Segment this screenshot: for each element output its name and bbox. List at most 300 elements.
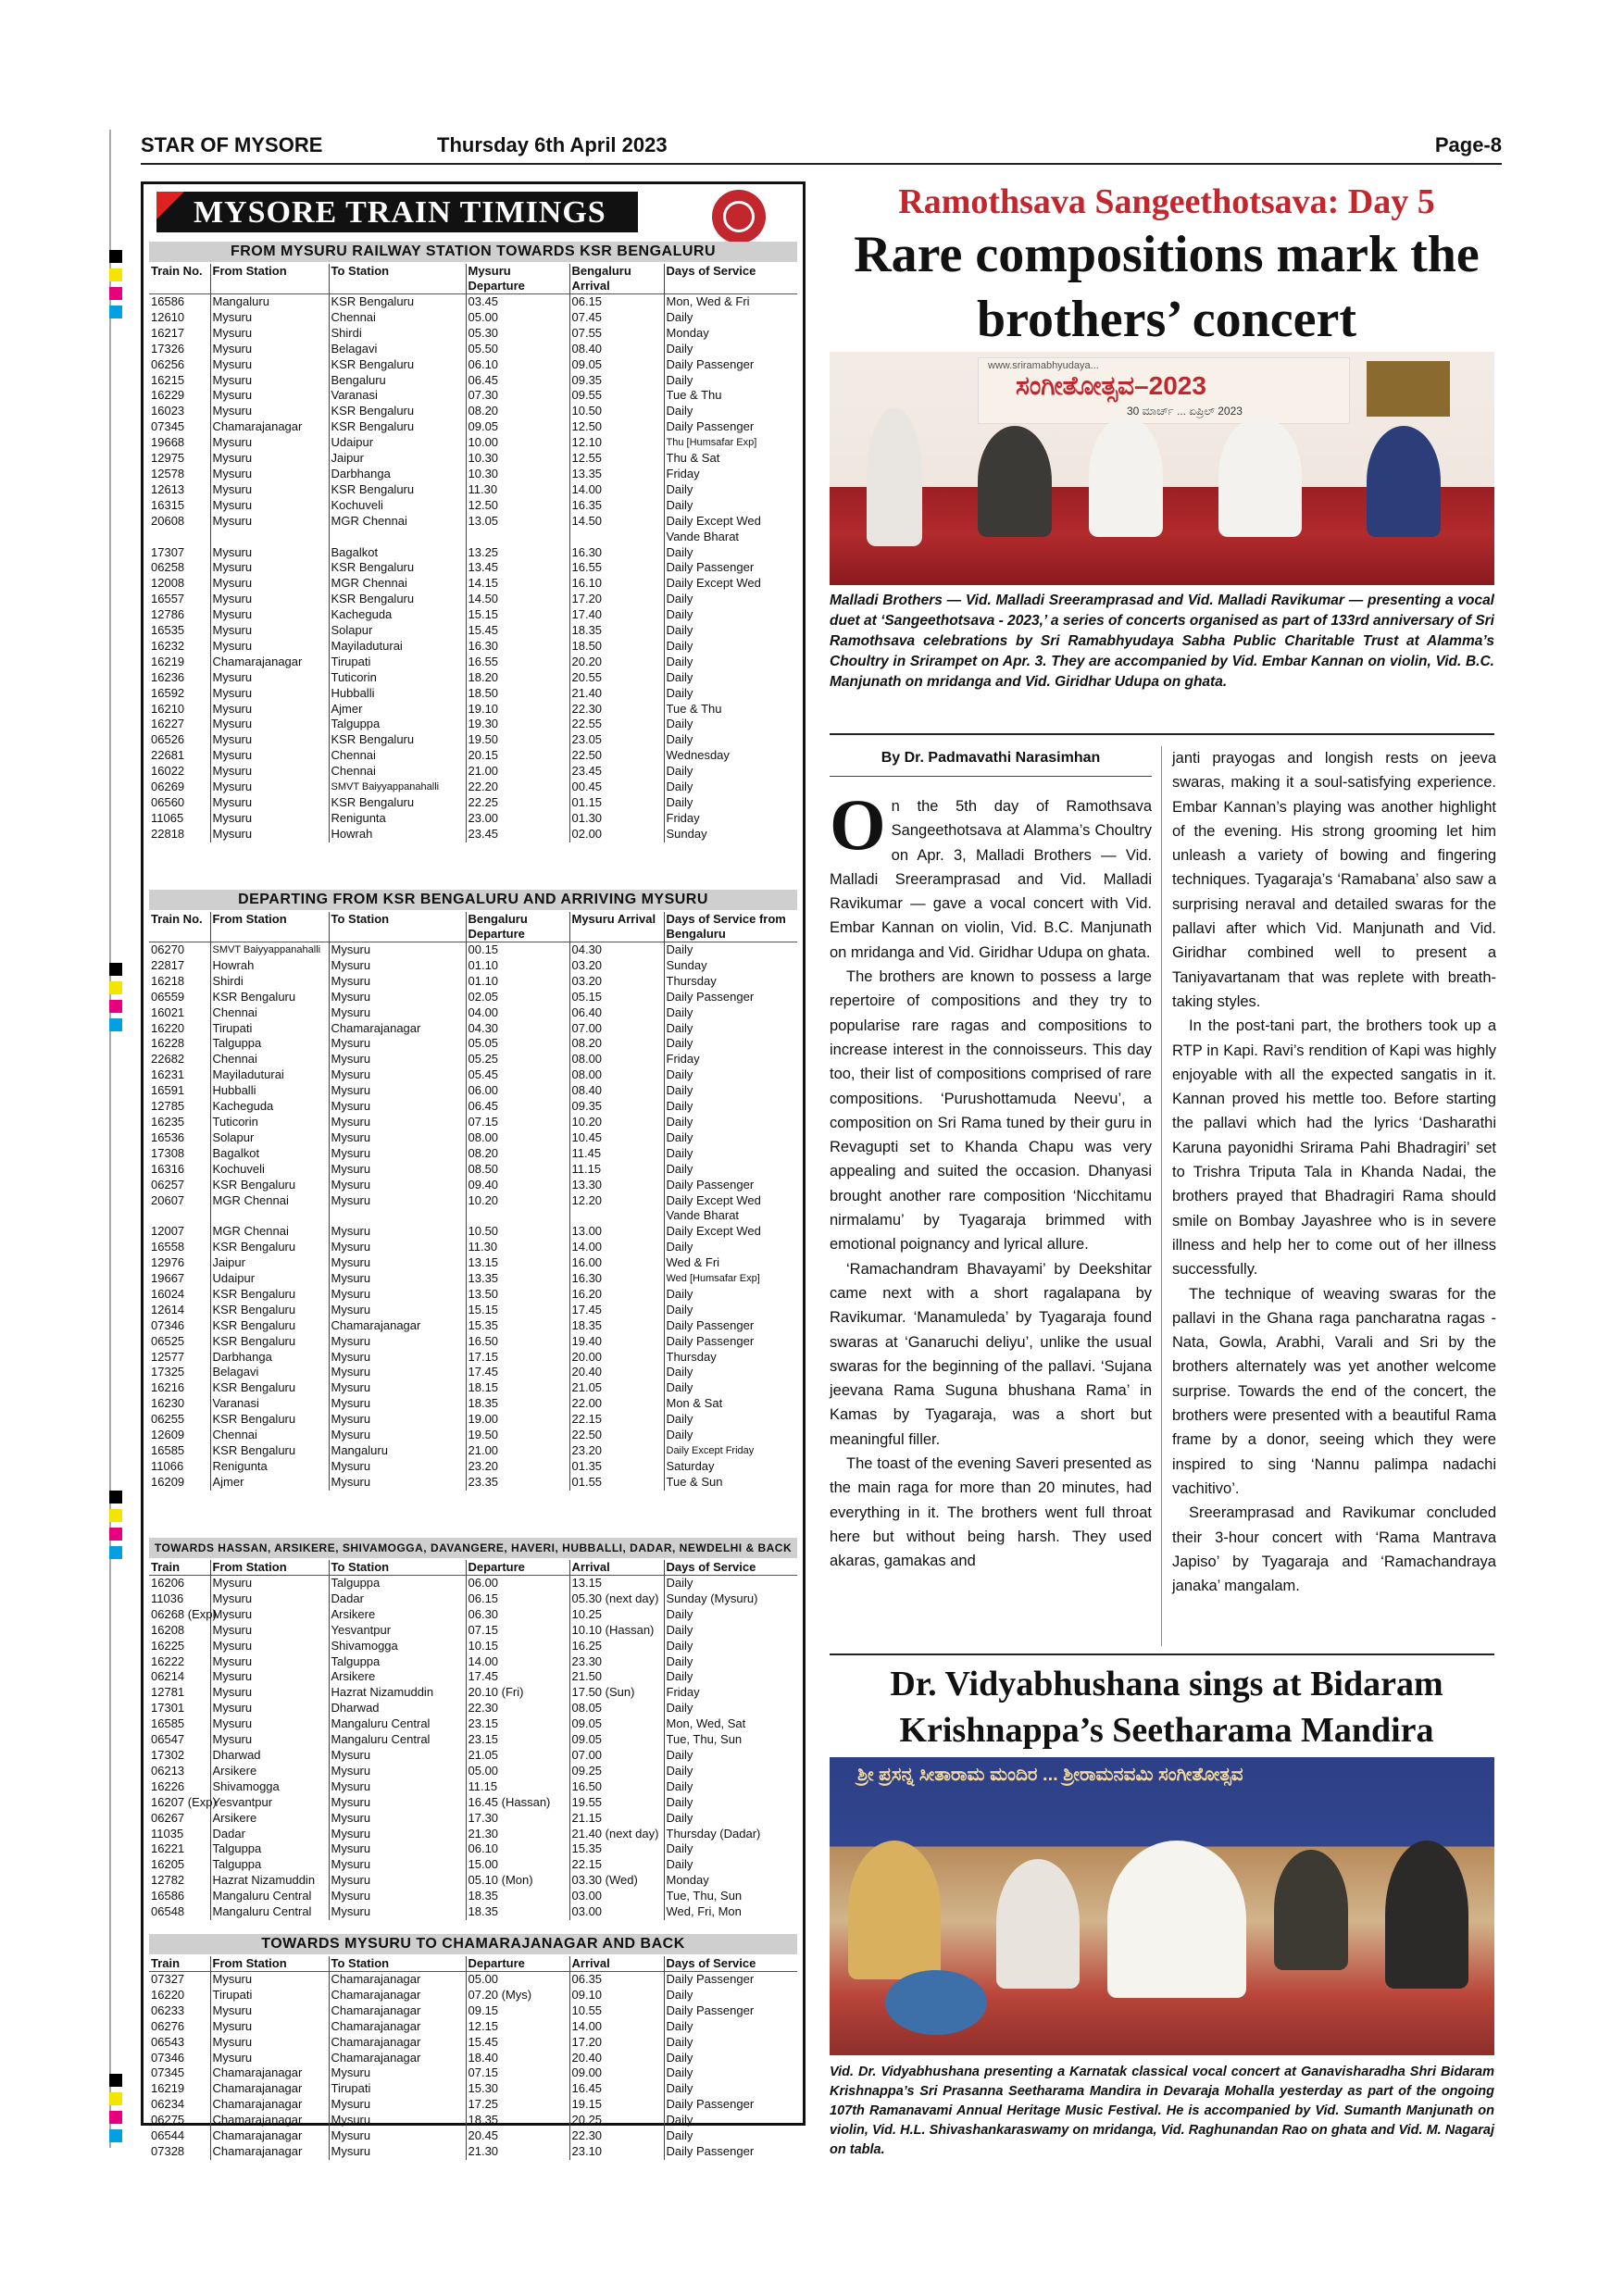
table-cell: 04.30 — [466, 1021, 569, 1037]
table-cell: 05.15 — [569, 990, 664, 1005]
table-cell: 10.00 — [466, 435, 569, 451]
table-cell: 07.20 (Mys) — [466, 1988, 569, 2003]
table-cell: 00.45 — [569, 780, 664, 795]
table-cell: Mysuru — [329, 1428, 466, 1443]
column-header: Departure — [466, 1956, 569, 1972]
table-cell: 17.45 — [569, 1303, 664, 1318]
figure-person — [867, 407, 922, 546]
table-cell: Daily — [664, 795, 797, 811]
table-cell: KSR Bengaluru — [329, 404, 466, 419]
table-cell: Belagavi — [329, 342, 466, 357]
table-cell: 06560 — [151, 795, 185, 809]
table-row — [149, 2081, 797, 2097]
table-cell: Tue & Sun — [664, 1475, 797, 1491]
table-cell: Mysuru — [329, 1873, 466, 1889]
table-cell: 10.15 — [466, 1639, 569, 1654]
table-cell: 17.20 — [569, 2035, 664, 2051]
table-cell: Daily — [664, 1115, 797, 1130]
table-cell: Howrah — [329, 827, 466, 842]
table-cell: 08.40 — [569, 342, 664, 357]
table-cell: 06213 — [151, 1763, 185, 1778]
column-header: Days of Service — [664, 1560, 797, 1576]
table-row — [149, 1873, 797, 1889]
table-cell: 05.30 — [466, 326, 569, 342]
table-row — [149, 1443, 797, 1459]
table-cell: Mysuru — [329, 2065, 466, 2081]
table-cell: 01.55 — [569, 1475, 664, 1491]
table-cell — [466, 1208, 569, 1224]
table-cell: Mysuru — [329, 1130, 466, 1146]
table-cell: Daily — [664, 686, 797, 702]
table-cell: Mysuru — [210, 373, 329, 389]
table-cell: 16231 — [151, 1067, 185, 1082]
table-cell: 06.10 — [466, 1841, 569, 1857]
table-cell: 16217 — [151, 325, 185, 340]
table-row — [149, 1475, 797, 1491]
table-row — [149, 607, 797, 623]
table-cell: 16585 — [151, 1716, 185, 1731]
stage-banner: ಶ್ರೀ ಪ್ರಸನ್ನ ಸೀತಾರಾಮ ಮಂದಿರ ... ಶ್ರೀರಾಮನವಮಿ ಸಂಗೀತೋತ್ಸವ — [857, 1765, 1243, 1785]
table-cell: Mysuru — [329, 1764, 466, 1779]
table-cell: KSR Bengaluru — [210, 1178, 329, 1193]
registration-mark — [109, 268, 122, 281]
table-cell: Daily Except Wed — [664, 1193, 797, 1209]
table-cell: 18.50 — [466, 686, 569, 702]
table-cell: 06559 — [151, 989, 185, 1004]
table-cell: Tue, Thu, Sun — [664, 1732, 797, 1748]
table-cell: 08.00 — [466, 1130, 569, 1146]
table-cell: Hazrat Nizamuddin — [329, 1685, 466, 1701]
table-cell — [149, 1208, 210, 1224]
table-row — [149, 717, 797, 732]
table-cell: Mysuru — [210, 326, 329, 342]
table-cell: Mon, Wed, Sat — [664, 1716, 797, 1732]
table-row — [149, 1036, 797, 1052]
table-cell: Mysuru — [329, 1255, 466, 1271]
table-cell: Daily — [664, 1857, 797, 1873]
table-row — [149, 958, 797, 974]
table-cell: 11.45 — [569, 1146, 664, 1162]
table-cell: Wed & Fri — [664, 1255, 797, 1271]
table-cell: 23.10 — [569, 2144, 664, 2160]
table-cell: 06.30 — [466, 1607, 569, 1623]
table-cell: Mysuru — [210, 1716, 329, 1732]
table-cell: Daily — [664, 342, 797, 357]
framed-picture — [1367, 361, 1450, 417]
table-cell: Mysuru — [210, 545, 329, 561]
table-cell: Ajmer — [329, 702, 466, 718]
table-cell: 16207 (Exp) — [151, 1794, 217, 1809]
table-cell: Mysuru — [329, 1067, 466, 1083]
table-cell: 03.00 — [569, 1889, 664, 1904]
table-cell: 06.00 — [466, 1576, 569, 1591]
table-row — [149, 1115, 797, 1130]
table-cell: 12782 — [151, 1873, 185, 1888]
table-row — [149, 560, 797, 576]
table-cell: Daily Except Wed — [664, 1224, 797, 1240]
table-cell: Mysuru — [210, 2019, 329, 2035]
table-row — [149, 827, 797, 842]
table-cell: 11036 — [151, 1591, 184, 1605]
table-cell: 16205 — [151, 1857, 185, 1872]
table-cell: 21.05 — [466, 1748, 569, 1764]
table-cell: Chennai — [210, 1428, 329, 1443]
table-cell: 18.35 — [466, 1889, 569, 1904]
table-cell: Mysuru — [210, 1972, 329, 1988]
table-cell: Daily — [664, 310, 797, 326]
table-cell: 05.50 — [466, 342, 569, 357]
timings-title: MYSORE TRAIN TIMINGS — [194, 195, 606, 230]
table-cell: 22681 — [151, 748, 185, 763]
table-cell: 21.40 — [569, 686, 664, 702]
table-cell: Chennai — [329, 748, 466, 764]
table-cell: Darbhanga — [329, 467, 466, 482]
table-cell: Mysuru — [210, 732, 329, 748]
table-cell: Daily — [664, 1005, 797, 1021]
table-cell: 07.15 — [466, 1115, 569, 1130]
registration-mark — [109, 963, 122, 976]
table-cell: 23.15 — [466, 1716, 569, 1732]
table-cell: Daily — [664, 1365, 797, 1380]
table-row — [149, 1591, 797, 1607]
table-cell: Daily — [664, 1083, 797, 1099]
table-cell: 19.50 — [466, 1428, 569, 1443]
table-cell: 06269 — [151, 780, 185, 794]
table-cell: Daily — [664, 1779, 797, 1795]
table-cell: 16215 — [151, 372, 185, 387]
table-cell: Mysuru — [329, 1303, 466, 1318]
figure-person — [1107, 1841, 1246, 1998]
column-header: Days of Service from Bengaluru — [664, 912, 797, 942]
article-column-1 — [830, 784, 1152, 1574]
table-row — [149, 1576, 797, 1591]
divider — [830, 776, 1152, 777]
train-table-hassan — [149, 1560, 797, 1920]
table-cell: Daily — [664, 1036, 797, 1052]
table-row — [149, 1380, 797, 1396]
table-cell: Daily — [664, 1607, 797, 1623]
table-cell: 13.45 — [466, 560, 569, 576]
table-cell: 12.10 — [569, 435, 664, 451]
table-cell: 07.00 — [569, 1021, 664, 1037]
table-cell: 04.30 — [569, 942, 664, 958]
table-cell: 04.00 — [466, 1005, 569, 1021]
table-cell: 16229 — [151, 388, 185, 403]
table-cell: MGR Chennai — [210, 1224, 329, 1240]
table-cell: 22.50 — [569, 748, 664, 764]
table-cell: 12610 — [151, 309, 185, 324]
table-cell: Mysuru — [329, 1271, 466, 1287]
table-cell: 20.25 — [569, 2113, 664, 2128]
table-cell: Daily — [664, 942, 797, 958]
table-cell: 18.15 — [466, 1380, 569, 1396]
mridanga-drum — [885, 1970, 987, 2035]
table-cell: Daily Passenger — [664, 990, 797, 1005]
table-cell: KSR Bengaluru — [329, 560, 466, 576]
table-cell: 16558 — [151, 1240, 185, 1254]
table-cell: Vande Bharat — [664, 530, 797, 545]
table-cell: 08.00 — [569, 1052, 664, 1067]
table-cell: Friday — [664, 1685, 797, 1701]
table-cell: 12.50 — [466, 498, 569, 514]
article-column-2 — [1172, 746, 1496, 1598]
table-cell: 16218 — [151, 973, 185, 988]
table-cell: 13.30 — [569, 1178, 664, 1193]
article-kicker: Ramothsava Sangeethotsava: Day 5 — [898, 182, 1435, 221]
table-cell: 16022 — [151, 764, 185, 779]
table-cell: 16.30 — [569, 545, 664, 561]
table-cell: 05.25 — [466, 1052, 569, 1067]
table-cell: 06233 — [151, 2003, 185, 2017]
table-cell: 07345 — [151, 419, 185, 434]
table-row — [149, 1779, 797, 1795]
table-cell: 08.50 — [466, 1162, 569, 1178]
table-cell: 09.00 — [569, 2065, 664, 2081]
table-cell: Daily — [664, 2128, 797, 2144]
table-row — [149, 1748, 797, 1764]
table-cell: 14.00 — [569, 2019, 664, 2035]
table-cell: 01.10 — [466, 974, 569, 990]
table-cell: Belagavi — [210, 1365, 329, 1380]
table-cell: Mysuru — [329, 1224, 466, 1240]
table-cell: 20.10 (Fri) — [466, 1685, 569, 1701]
table-cell: Mysuru — [210, 482, 329, 498]
table-cell: Mangaluru — [210, 294, 329, 310]
table-cell: Mysuru — [329, 974, 466, 990]
table-cell: Daily — [664, 1795, 797, 1811]
table-row — [149, 592, 797, 607]
table-cell: 16.45 (Hassan) — [466, 1795, 569, 1811]
table-cell: Arsikere — [210, 1764, 329, 1779]
table-cell: 11.30 — [466, 482, 569, 498]
figure-person — [1218, 417, 1302, 537]
figure-person — [1367, 426, 1441, 537]
table-cell: Daily — [664, 1428, 797, 1443]
table-row — [149, 1988, 797, 2003]
table-row — [149, 388, 797, 404]
column-header: Train No. — [151, 264, 203, 278]
table-cell: 20.40 — [569, 1365, 664, 1380]
table-cell: 14.50 — [466, 592, 569, 607]
table-cell: Chamarajanagar — [210, 2144, 329, 2160]
table-row — [149, 795, 797, 811]
table-cell: 13.35 — [466, 1271, 569, 1287]
table-cell: 06.35 — [569, 1972, 664, 1988]
table-cell: 20.55 — [569, 670, 664, 686]
table-cell: Mangaluru Central — [329, 1716, 466, 1732]
table-cell: Chennai — [329, 764, 466, 780]
paragraph: In the post-tani part, the brothers took up a RTP in Kapi. Ravi’s rendition of Kapi was highly enjoyable with all the expected sangatis in it. Kannan proved his mettle too. Before starting the pallavi which had the lyrics ‘Dasharathi Karuna payonidhi Srirama Pahi Bhadragiri’ set to Trishra Triputa Tala in Khanda Nadai, the brothers prayed that Bhadragiri Rama should smile on Bombay Jayashree who is in severe illness and help her to come out of her illness successfully. — [1172, 1017, 1496, 1279]
table-cell: 14.50 — [569, 514, 664, 530]
table-cell: Chamarajanagar — [329, 2019, 466, 2035]
table-cell: Mysuru — [210, 764, 329, 780]
table-cell: Mysuru — [329, 1857, 466, 1873]
registration-mark — [109, 1509, 122, 1522]
table-row — [149, 1287, 797, 1303]
table-cell: 19.40 — [569, 1334, 664, 1350]
table-cell: 06.10 — [466, 357, 569, 373]
table-cell: 17301 — [151, 1701, 185, 1716]
table-row — [149, 732, 797, 748]
table-cell: 12007 — [151, 1224, 185, 1239]
table-cell: 16.55 — [466, 655, 569, 670]
table-cell: 05.00 — [466, 310, 569, 326]
table-cell: KSR Bengaluru — [210, 1318, 329, 1334]
table-cell: Mysuru — [210, 1701, 329, 1716]
table-row — [149, 1396, 797, 1412]
table-cell: Daily — [664, 498, 797, 514]
table-row — [149, 1623, 797, 1639]
table-cell: Shirdi — [329, 326, 466, 342]
table-cell: Chamarajanagar — [329, 2003, 466, 2019]
table-cell: 15.45 — [466, 2035, 569, 2051]
table-cell: Mysuru — [210, 717, 329, 732]
table-cell: Wednesday — [664, 748, 797, 764]
table-cell: Friday — [664, 811, 797, 827]
table-cell: 17326 — [151, 341, 185, 356]
table-cell: Dharwad — [210, 1748, 329, 1764]
table-cell: 21.00 — [466, 1443, 569, 1459]
table-cell: 09.55 — [569, 388, 664, 404]
table-cell: Yesvantpur — [329, 1623, 466, 1639]
table-cell: Daily — [664, 1287, 797, 1303]
table-cell: 10.20 — [466, 1193, 569, 1209]
table-cell: Daily — [664, 1639, 797, 1654]
table-cell: Mysuru — [329, 1412, 466, 1428]
registration-mark — [109, 1528, 122, 1541]
table-cell: Jaipur — [329, 451, 466, 467]
column-header: Bengaluru Departure — [466, 912, 569, 942]
table-cell: Mysuru — [329, 1005, 466, 1021]
table-cell: Daily — [664, 1988, 797, 2003]
table-cell: 06275 — [151, 2113, 185, 2128]
table-cell: Mysuru — [210, 1576, 329, 1591]
table-cell: 22.50 — [569, 1428, 664, 1443]
table-cell: 16023 — [151, 404, 185, 418]
table-cell: Hubballi — [210, 1083, 329, 1099]
table-cell: KSR Bengaluru — [210, 1240, 329, 1255]
table-cell: 23.00 — [466, 811, 569, 827]
column-header: Train — [151, 1956, 181, 1970]
table-cell: 09.15 — [466, 2003, 569, 2019]
section-title: TOWARDS MYSURU TO CHAMARAJANAGAR AND BACK — [149, 1934, 797, 1954]
registration-mark — [109, 981, 122, 994]
table-cell: 06525 — [151, 1333, 185, 1348]
table-cell: Darbhanga — [210, 1350, 329, 1366]
table-cell: Chamarajanagar — [210, 2113, 329, 2128]
registration-mark — [109, 1546, 122, 1559]
table-cell: Howrah — [210, 958, 329, 974]
table-cell: 09.05 — [466, 419, 569, 435]
table-cell: Mysuru — [329, 1350, 466, 1366]
table-cell: 16592 — [151, 685, 185, 700]
table-row — [149, 1857, 797, 1873]
table-cell: 16536 — [151, 1129, 185, 1144]
table-cell: Tuticorin — [329, 670, 466, 686]
table-cell: 12.20 — [569, 1193, 664, 1209]
table-row — [149, 2019, 797, 2035]
table-cell: 15.45 — [466, 623, 569, 639]
railway-logo-icon — [712, 190, 766, 243]
table-cell: Daily — [664, 1303, 797, 1318]
table-cell: 11066 — [151, 1458, 184, 1473]
table-cell: Mysuru — [210, 514, 329, 530]
table-cell: 06.00 — [466, 1083, 569, 1099]
section-title: FROM MYSURU RAILWAY STATION TOWARDS KSR BENGALURU — [149, 242, 797, 262]
table-cell: Udaipur — [329, 435, 466, 451]
table-cell: Tirupati — [210, 1021, 329, 1037]
table-row — [149, 2144, 797, 2160]
table-cell: Mysuru — [210, 404, 329, 419]
table-cell: 16.35 — [569, 498, 664, 514]
table-row — [149, 514, 797, 530]
table-cell: 06267 — [151, 1810, 185, 1825]
table-cell: Mangaluru — [329, 1443, 466, 1459]
table-row — [149, 1255, 797, 1271]
table-cell: 16.50 — [466, 1334, 569, 1350]
table-cell: Daily — [664, 1380, 797, 1396]
table-cell: 22.15 — [569, 1857, 664, 1873]
table-row — [149, 530, 797, 545]
table-cell: Chamarajanagar — [210, 2128, 329, 2144]
table-cell: 16235 — [151, 1114, 185, 1129]
table-cell: 07.55 — [569, 326, 664, 342]
table-cell: Daily Except Wed — [664, 576, 797, 592]
table-cell: 06268 (Exp) — [151, 1606, 217, 1621]
train-table-chamarajanagar — [149, 1956, 797, 2160]
table-row — [149, 639, 797, 655]
table-cell: 08.20 — [569, 1036, 664, 1052]
table-cell: Mysuru — [210, 342, 329, 357]
table-cell: 08.20 — [466, 1146, 569, 1162]
table-cell: Mysuru — [329, 2144, 466, 2160]
table-cell: 07328 — [151, 2143, 185, 2158]
table-row — [149, 435, 797, 451]
table-cell: Mysuru — [210, 2003, 329, 2019]
table-row — [149, 1193, 797, 1209]
table-cell: Mysuru — [210, 1732, 329, 1748]
table-cell: 16232 — [151, 638, 185, 653]
table-row — [149, 1904, 797, 1920]
table-cell: 09.10 — [569, 1988, 664, 2003]
table-row — [149, 1224, 797, 1240]
table-cell: Tuticorin — [210, 1115, 329, 1130]
table-row — [149, 1208, 797, 1224]
table-cell: 16585 — [151, 1443, 185, 1457]
table-cell: 05.10 (Mon) — [466, 1873, 569, 1889]
table-cell: Mysuru — [329, 1287, 466, 1303]
table-cell: Daily — [664, 780, 797, 795]
table-cell: Mysuru — [329, 1748, 466, 1764]
table-row — [149, 1795, 797, 1811]
table-row — [149, 1654, 797, 1670]
table-cell: Mysuru — [210, 1654, 329, 1670]
table-cell: SMVT Baiyyappanahalli — [329, 780, 466, 795]
table-row — [149, 1669, 797, 1685]
table-cell: 22818 — [151, 826, 185, 841]
table-cell: 06.45 — [466, 373, 569, 389]
table-cell: 20608 — [151, 513, 185, 528]
section-title: DEPARTING FROM KSR BENGALURU AND ARRIVING MYSURU — [149, 890, 797, 910]
table-row — [149, 1318, 797, 1334]
table-cell: 23.05 — [569, 732, 664, 748]
table-cell: Daily — [664, 1021, 797, 1037]
table-cell: 22.30 — [569, 2128, 664, 2144]
table-cell: 20.15 — [466, 748, 569, 764]
table-cell: 00.15 — [466, 942, 569, 958]
table-cell: 13.00 — [569, 1224, 664, 1240]
table-cell: 17.40 — [569, 607, 664, 623]
